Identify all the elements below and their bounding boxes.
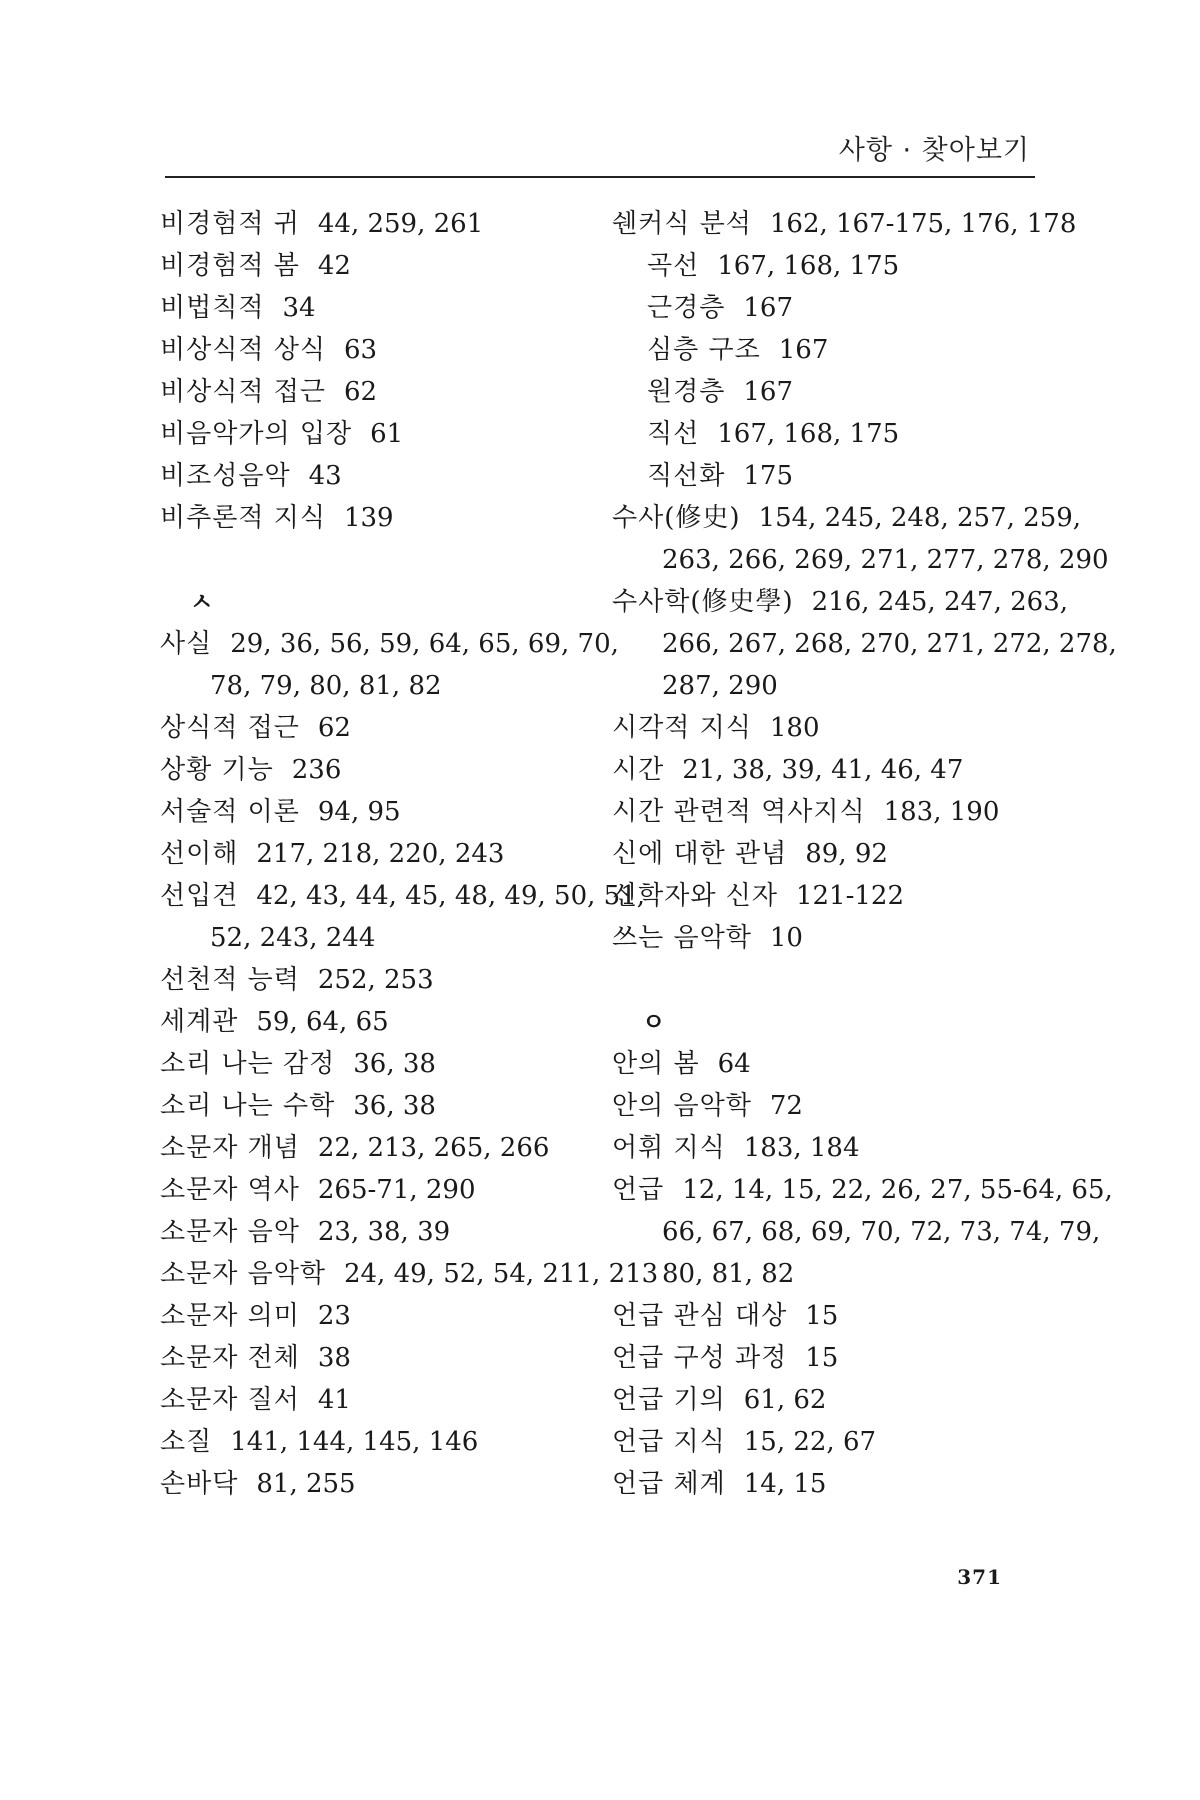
index-entry (612, 917, 1052, 959)
index-term: 직선화 (647, 461, 726, 491)
index-term: 직선 (647, 419, 700, 449)
index-entry (612, 1169, 1113, 1211)
index-pages: 252, 253 (317, 965, 434, 995)
index-pages: 167, 168, 175 (717, 419, 900, 449)
index-term: 비법칙적 (160, 293, 265, 323)
index-entry (160, 791, 600, 833)
index-pages: 14, 15 (743, 1469, 827, 1499)
index-entry (612, 1421, 1052, 1463)
index-term: 신에 대한 관념 (612, 839, 788, 869)
index-pages: 61, 62 (743, 1385, 827, 1415)
index-term: 수사(修史) (612, 503, 741, 533)
index-entry (160, 707, 600, 749)
index-entry (160, 1421, 600, 1463)
index-subentry (612, 455, 1052, 497)
index-entry (612, 1127, 1052, 1169)
index-entry (160, 833, 600, 875)
index-pages: 265-71, 290 (317, 1175, 476, 1205)
index-pages: 12, 14, 15, 22, 26, 27, 55-64, 65, (682, 1175, 1113, 1205)
index-entry (160, 497, 600, 539)
index-subentry (612, 287, 1052, 329)
index-pages: 42, 43, 44, 45, 48, 49, 50, 51, (256, 881, 646, 911)
index-subentry (612, 371, 1052, 413)
index-term: 상황 기능 (160, 755, 274, 785)
index-term: 비경험적 봄 (160, 251, 300, 281)
index-term: 소문자 의미 (160, 1301, 300, 1331)
index-term: 시간 (612, 755, 665, 785)
index-term: 심층 구조 (647, 335, 761, 365)
index-term: 비음악가의 입장 (160, 419, 353, 449)
index-pages: 36, 38 (353, 1091, 436, 1121)
index-pages: 43 (308, 461, 342, 491)
index-subentry (612, 245, 1052, 287)
index-entry (160, 623, 619, 665)
index-term: 손바닥 (160, 1469, 239, 1499)
index-term: 언급 관심 대상 (612, 1301, 788, 1331)
index-term: 서술적 이론 (160, 797, 300, 827)
index-term: 비조성음악 (160, 461, 291, 491)
index-pages: 62 (317, 713, 351, 743)
index-pages: 23 (317, 1301, 351, 1331)
index-subentry (612, 329, 1052, 371)
index-entry (160, 1085, 600, 1127)
index-term: 소문자 음악 (160, 1217, 300, 1247)
index-term: 비경험적 귀 (160, 209, 300, 239)
index-term: 안의 음악학 (612, 1091, 752, 1121)
index-pages: 36, 38 (353, 1049, 436, 1079)
index-entry (612, 497, 1082, 539)
index-term: 곡선 (647, 251, 700, 281)
index-entry (612, 875, 1052, 917)
index-term: 원경층 (647, 377, 726, 407)
index-pages: 89, 92 (805, 839, 888, 869)
index-pages: 162, 167-175, 176, 178 (769, 209, 1077, 239)
index-pages: 180 (769, 713, 820, 743)
index-pages: 81, 255 (256, 1469, 356, 1499)
index-term: 어휘 지식 (612, 1133, 726, 1163)
index-term: 비상식적 상식 (160, 335, 326, 365)
index-pages: 183, 184 (743, 1133, 860, 1163)
running-head: 사항 · 찾아보기 (838, 135, 1030, 166)
index-entry (612, 1295, 1052, 1337)
index-term: 비상식적 접근 (160, 377, 326, 407)
index-term: 소질 (160, 1427, 213, 1457)
index-term: 시간 관련적 역사지식 (612, 797, 866, 827)
index-pages: 62 (343, 377, 378, 407)
index-pages: 217, 218, 220, 243 (256, 839, 505, 869)
index-pages: 23, 38, 39 (317, 1217, 451, 1247)
index-pages: 41 (317, 1385, 351, 1415)
index-term: 선이해 (160, 839, 239, 869)
index-entry (160, 1127, 600, 1169)
index-pages: 141, 144, 145, 146 (230, 1427, 479, 1457)
header-rule (165, 176, 1035, 178)
index-entry (160, 875, 646, 917)
index-pages: 154, 245, 248, 257, 259, (758, 503, 1082, 533)
index-subentry (612, 413, 1052, 455)
index-entry (612, 1043, 1052, 1085)
index-term: 근경층 (647, 293, 726, 323)
index-column-right (612, 203, 1117, 1505)
index-pages: 44, 259, 261 (317, 209, 484, 239)
index-term: 언급 지식 (612, 1427, 726, 1457)
index-pages: 183, 190 (883, 797, 1000, 827)
index-entry (612, 833, 1052, 875)
index-pages: 15 (805, 1343, 839, 1373)
index-term: 언급 기의 (612, 1385, 726, 1415)
index-entry (612, 707, 1052, 749)
index-pages: 64 (717, 1049, 751, 1079)
section-letter: ㅇ (642, 1008, 666, 1036)
index-entry (160, 245, 600, 287)
index-pages: 38 (317, 1343, 351, 1373)
index-term: 언급 (612, 1175, 665, 1205)
index-term: 신학자와 신자 (612, 881, 778, 911)
index-entry (612, 1379, 1052, 1421)
index-pages: 34 (282, 293, 316, 323)
index-entry-continuation: 80, 81, 82 (662, 1259, 795, 1289)
index-pages: 236 (291, 755, 342, 785)
index-entry (612, 1085, 1052, 1127)
index-entry-continuation: 78, 79, 80, 81, 82 (210, 671, 442, 701)
index-term: 언급 구성 과정 (612, 1343, 788, 1373)
index-pages: 59, 64, 65 (256, 1007, 389, 1037)
index-term: 쉔커식 분석 (612, 209, 752, 239)
index-entry-continuation: 66, 67, 68, 69, 70, 72, 73, 74, 79, (662, 1217, 1101, 1247)
index-pages: 21, 38, 39, 41, 46, 47 (682, 755, 964, 785)
index-entry (160, 1043, 600, 1085)
index-entry (612, 203, 1077, 245)
index-term: 소문자 전체 (160, 1343, 300, 1373)
index-pages: 121-122 (795, 881, 905, 911)
index-pages: 94, 95 (317, 797, 401, 827)
index-entry (160, 1211, 600, 1253)
index-entry (160, 413, 600, 455)
index-entry (612, 749, 1052, 791)
index-entry-continuation: 287, 290 (662, 671, 778, 701)
index-term: 소문자 질서 (160, 1385, 300, 1415)
index-entry-continuation: 263, 266, 269, 271, 277, 278, 290 (662, 545, 1109, 575)
index-pages: 29, 36, 56, 59, 64, 65, 69, 70, (230, 629, 619, 659)
index-entry (160, 203, 600, 245)
index-term: 수사학(修史學) (612, 587, 794, 617)
index-term: 사실 (160, 629, 213, 659)
index-term: 시각적 지식 (612, 713, 752, 743)
index-pages: 15 (805, 1301, 839, 1331)
index-pages: 22, 213, 265, 266 (317, 1133, 550, 1163)
index-entry (160, 287, 600, 329)
index-pages: 24, 49, 52, 54, 211, 213 (343, 1259, 659, 1289)
index-pages: 63 (343, 335, 378, 365)
index-entry (160, 1295, 600, 1337)
index-pages: 10 (769, 923, 803, 953)
index-entry (160, 1379, 600, 1421)
index-term: 안의 봄 (612, 1049, 700, 1079)
index-pages: 167, 168, 175 (717, 251, 900, 281)
index-entry-continuation: 52, 243, 244 (210, 923, 376, 953)
index-term: 소문자 역사 (160, 1175, 300, 1205)
index-entry (160, 1253, 659, 1295)
index-pages: 216, 245, 247, 263, (811, 587, 1068, 617)
index-term: 상식적 접근 (160, 713, 300, 743)
index-term: 소리 나는 수학 (160, 1091, 336, 1121)
index-entry (160, 1337, 600, 1379)
index-entry (612, 791, 1052, 833)
index-pages: 167 (743, 377, 793, 407)
index-pages: 15, 22, 67 (743, 1427, 877, 1457)
index-entry (160, 329, 600, 371)
index-entry (612, 1463, 1052, 1505)
index-pages: 72 (769, 1091, 803, 1121)
index-entry (160, 749, 600, 791)
index-term: 비추론적 지식 (160, 503, 326, 533)
index-term: 언급 체계 (612, 1469, 726, 1499)
index-entry (160, 1001, 600, 1043)
index-entry (160, 371, 600, 413)
index-entry (160, 959, 600, 1001)
index-entry-continuation: 266, 267, 268, 270, 271, 272, 278, (662, 629, 1117, 659)
index-term: 선천적 능력 (160, 965, 300, 995)
index-term: 소문자 음악학 (160, 1259, 326, 1289)
index-term: 쓰는 음악학 (612, 923, 752, 953)
index-pages: 175 (743, 461, 793, 491)
spacer (612, 959, 1052, 1001)
index-pages: 167 (743, 293, 793, 323)
index-entry (612, 1337, 1052, 1379)
index-term: 세계관 (160, 1007, 239, 1037)
index-entry (160, 1169, 600, 1211)
index-pages: 61 (370, 419, 404, 449)
index-entry (612, 581, 1068, 623)
index-pages: 139 (343, 503, 394, 533)
index-pages: 167 (778, 335, 829, 365)
index-entry (160, 1463, 600, 1505)
page-number: 371 (957, 1565, 1002, 1589)
index-term: 소문자 개념 (160, 1133, 300, 1163)
index-pages: 42 (317, 251, 351, 281)
section-letter: ㅅ (190, 588, 214, 616)
spacer (160, 539, 600, 581)
index-term: 선입견 (160, 881, 239, 911)
index-entry (160, 455, 600, 497)
index-term: 소리 나는 감정 (160, 1049, 336, 1079)
